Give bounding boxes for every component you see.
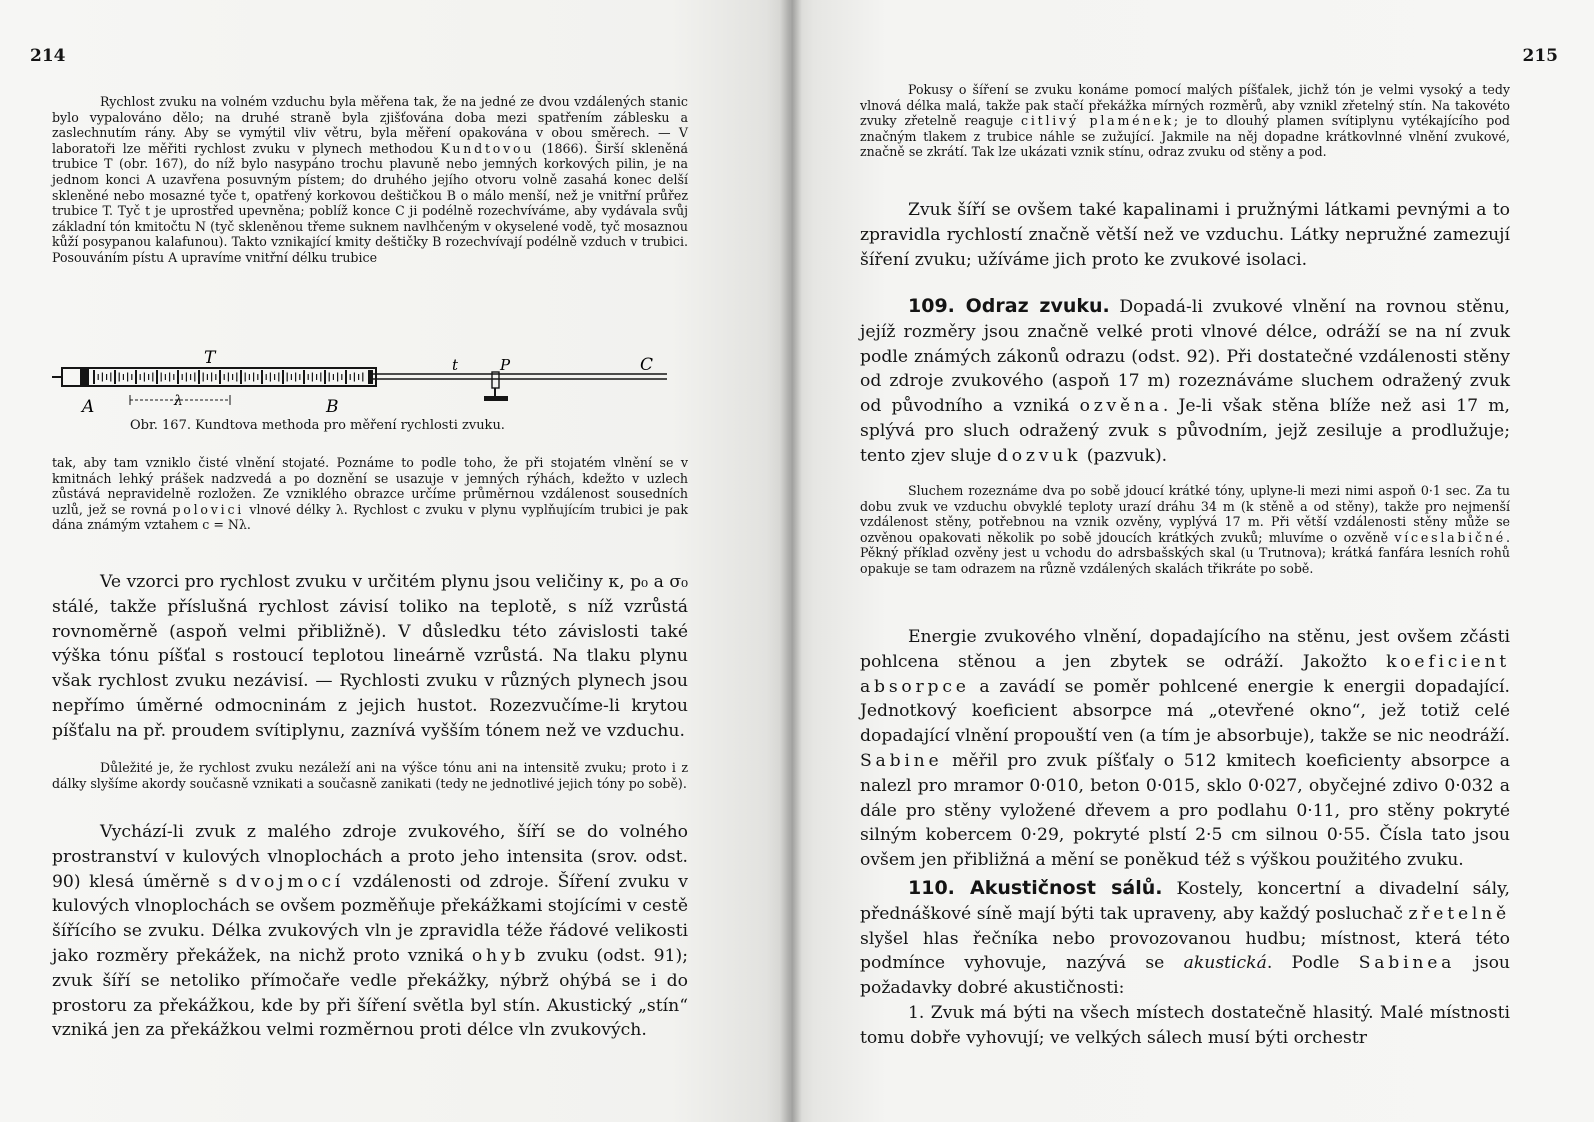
paragraph: Zvuk šíří se ovšem také kapalinami i pružnými látkami pevnými a to zpravidla rychlostí značně větší než ve vzduchu. Látky nepružné zamezují šíření zvuku; užíváme jich proto ke zvukové isolaci.	[860, 200, 1510, 270]
section-109	[860, 294, 1510, 469]
text-run: Vychází-li zvuk z malého zdroje zvukového, šíří se do volného prostranství v kulových vlnoplochách a proto jeho intensita (srov. odst. 90) klesá úměrně s	[52, 822, 688, 892]
text-run: Pokusy o šíření se zvuku konáme pomocí malých píšťalek, jichž tón je velmi vysoký a tedy vlnová délka malá, takže pak stačí překážka mírných rozměrů, aby vznikl zřetelný stín. Na takovéto zvuky zřetelně reaguje	[860, 82, 1510, 129]
spaced-term: polovici	[172, 501, 245, 517]
figure-caption: Obr. 167. Kundtova methoda pro měření rychlosti zvuku.	[130, 418, 505, 433]
spaced-term: Sabinea	[1358, 953, 1456, 974]
temperature-paragraph	[52, 570, 688, 744]
intensity-note	[52, 760, 688, 791]
spherical-wave-paragraph	[52, 820, 688, 1043]
label-C: C	[640, 355, 654, 375]
powder-pattern	[94, 370, 363, 384]
spaced-term: ozvěna	[1079, 396, 1163, 417]
paragraph: 1. Zvuk má býti na všech místech dostatečně hlasitý. Malé místnosti tomu dobře vyhovují; ve velkých sálech musí býti orchestr	[860, 1002, 1510, 1048]
label-B: B	[326, 397, 339, 414]
spaced-term: koeficient absorpce	[860, 651, 1510, 697]
text-run: . Pěkný příklad ozvěny jest u vchodu do adrsbašských skal (u Trutnova); krátká fanfára lesních rohů opakuje se tam odrazem na různě vzdálených skalách třikráte po sobě.	[860, 529, 1510, 576]
label-lambda: λ	[174, 393, 183, 409]
section-110	[860, 876, 1510, 1051]
text-run: Rychlost zvuku na volném vzduchu byla měřena tak, že na jedné ze dvou vzdálených stanic bylo vypalováno dělo; na druhé straně byla zjišťována doba mezi spatřením záblesku a zaslechnutím rány. Aby se vymýtil vliv větru, byla měření opakována v obou směrech. — V laboratoři lze měřiti rychlost zvuku v plynech methodou	[52, 94, 688, 156]
text-run: (1866). Širší skleněná trubice T (obr. 167), do níž bylo nasypáno trochu plavuně nebo jemných korkových pilin, je na jednom konci A uzavřena posuvným pístem; do druhého jejího otvoru volně zasahá konec delší skleněné nebo mosazné tyče t, opatřený korkovou deštičkou B o málo menší, než je vnitřní průřez trubice T. Tyč t je uprostřed upevněna; poblíž konce C ji podélně rozechvíváme, aby vydávala svůj základní tón kmitočtu N (tyč skleněnou třeme suknem navlhčeným v okyselené vodě, tyč mosaznou kůží posypanou kalafunou). Takto vznikající kmity deštičky B rozechvívají podélně vzduch v trubici. Posouváním pístu A upravíme vnitřní délku trubice	[52, 140, 688, 265]
piston-A	[80, 368, 89, 386]
kundt-apparatus-diagram	[52, 350, 688, 414]
kundt-paragraph	[52, 94, 688, 266]
text-run: tak, aby tam vzniklo čisté vlnění stojaté. Poznáme to podle toho, že při stojatém vlnění se v kmitnách lehký prášek nadzvedá a po doznění se usazuje v jemných rýhách, kdežto v uzlech zůstává nepravidelně rozložen. Ze vzniklého obrazce určíme průměrnou vzdálenost sousedních uzlů, jež se rovná	[52, 455, 688, 517]
text-run: (pazvuk).	[1086, 445, 1168, 466]
echo-note	[860, 483, 1510, 577]
text-run: . Je-li však stěna blíže než asi 17 m, splývá pro sluch odražený zvuk s původním, jejž zesiluje a prodlužuje; tento zjev sluje	[860, 396, 1510, 466]
figure-167	[52, 350, 688, 435]
paragraph: Ve vzorci pro rychlost zvuku v určitém plynu jsou veličiny κ, p₀ a σ₀ stálé, takže příslušná rychlost závisí toliko na teplotě, s níž vzrůstá rovnoměrně (aspoň velmi přibližně). V důsledku této závislosti také výška tónu píšťal s rostoucí teplotou lineárně vzrůstá. Na tlaku plynu však rychlost zvuku nezávisí. — Rychlosti zvuku v různých plynech jsou nepřímo úměrné odmocninám z jejich hustot. Rozezvučíme-li krytou píšťalu na př. proudem svítiplynu, zaznívá vyšším tónem než ve vzduchu.	[52, 572, 688, 741]
spaced-term: dvojmocí	[235, 871, 345, 892]
text-run: jsou požadavky dobré akustičnosti:	[860, 953, 1511, 999]
spaced-term: Kundtovou	[440, 140, 535, 156]
italic-term: akustická	[1183, 953, 1267, 974]
standing-wave-paragraph	[52, 455, 688, 533]
text-run: a zavádí se poměr pohlcené energie k energii dopadající. Jednotkový koeficient absorpce má „otevřené okno“, jež totiž celé dopadající vlnění propouští ven (a tím je absorbuje), takže se nic neodráží.	[860, 676, 1511, 747]
section-heading: 109. Odraz zvuku.	[908, 295, 1110, 317]
whistle-paragraph	[860, 82, 1510, 160]
page-number: 215	[1522, 46, 1558, 66]
label-t: t	[452, 356, 459, 374]
text-run: slyšel hlas řečníka nebo provozovanou hudbu; místnost, která této podmínce vyhovuje, nazývá se	[860, 928, 1510, 974]
spaced-term: citlivý plamének	[1021, 113, 1174, 129]
section-heading: 110. Akustičnost sálů.	[908, 877, 1163, 899]
text-run: Dopadá-li zvukové vlnění na rovnou stěnu, jejíž rozměry jsou značně velké proti vlnové délce, odráží se na ní zvuk podle známých zákonů odrazu (odst. 92). Při dostatečné vzdálenosti stěny od zdroje zvukového (aspoň 17 m) rozeznáváme sluchem odražený zvuk od původního a vzniká	[860, 297, 1510, 417]
text-run: Sluchem rozeznáme dva po sobě jdoucí krátké tóny, uplyne-li mezi nimi aspoň 0·1 sec. Za tu dobu zvuk ve vzduchu obvyklé teploty urazí dráhu 34 m (k stěně a od stěny), takže pro nejmenší vzdálenost stěny, potřebnou na vznik ozvěny, vyplývá 17 m. Při větší vzdálenosti stěny může se ozvěnou opakovati několik po sobě jdoucích krátkých zvuků; mluvíme o ozvěně	[860, 483, 1510, 545]
text-run: vzdálenosti od zdroje. Šíření zvuku v kulových vlnoplochách se ovšem pozměňuje překážkami stojícími v cestě šířícího se zvuku. Délka zvukových vln je zpravidla téže řádové velikosti jako rozměry překážek, na nichž proto vzniká	[52, 871, 689, 966]
spaced-term: Sabine	[860, 750, 943, 771]
spaced-term: dozvuk	[996, 445, 1082, 466]
text-run: měřil pro zvuk píšťaly o 512 kmitech koeficienty absorpce a nalezl pro mramor 0·010, beton 0·015, sklo 0·027, obyčejné zdivo 0·032 a dále pro stěny vyložené dřevem a pro podlahu 0·11, pro stěny pokryté silným kobercem 0·29, pokryté plstí 2·5 cm silnou 0·55. Čísla tato jsou ovšem jen přibližná a mění se poněkud též s výškou použitého zvuku.	[860, 750, 1511, 871]
text-run: ; je to dlouhý plamen svítiplynu vytékajícího pod značným tlakem z trubice náhle se zužující. Jakmile na něj dopadne krátkovlnné vlnění zvukové, značně se zkrátí. Tak lze ukázati vznik stínu, odraz zvuku od stěny a pod.	[860, 113, 1510, 160]
spaced-term: ohyb	[471, 945, 530, 966]
disk-B	[368, 370, 373, 384]
spaced-term: víceslabičné	[1394, 529, 1506, 545]
page-number: 214	[30, 46, 66, 66]
text-run: Kostely, koncertní a divadelní sály, přednáškové síně mají býti tak upraveny, aby každý posluchač	[860, 879, 1511, 924]
left-page	[0, 0, 790, 1122]
label-P: P	[500, 356, 511, 374]
text-run: zvuku (odst. 91); zvuk šíří se netoliko přímočaře vedle překážky, nýbrž ohýbá se i do prostoru za překážkou, kde by při šíření světla byl stín. Akustický „stín“ vzniká jen za překážkou velmi rozměrnou proti délce vln zvukových.	[52, 945, 688, 1041]
text-run: Energie zvukového vlnění, dopadajícího na stěnu, jest ovšem zčásti pohlcena stěnou a jen zbytek se odráží. Jakožto	[860, 627, 1510, 672]
spaced-term: zřetelně	[1408, 903, 1510, 924]
text-run: vlnové délky λ. Rychlost c zvuku v plynu vyplňujícím trubici je pak dána známým vztahem c = Nλ.	[52, 501, 688, 533]
paragraph: Důležité je, že rychlost zvuku nezáleží ani na výšce tónu ani na intensitě zvuku; proto i z dálky slyšíme akordy současně vznikati a současně zanikati (tedy ne jednotlivé jejich tóny po sobě).	[52, 760, 688, 791]
liquids-paragraph	[860, 198, 1510, 272]
label-A: A	[82, 397, 95, 414]
text-run: . Podle	[1266, 953, 1340, 974]
book-gutter	[780, 0, 802, 1122]
absorption-paragraph	[860, 625, 1510, 873]
label-T: T	[204, 350, 216, 368]
clamp-base	[484, 396, 508, 401]
right-page	[790, 0, 1594, 1122]
